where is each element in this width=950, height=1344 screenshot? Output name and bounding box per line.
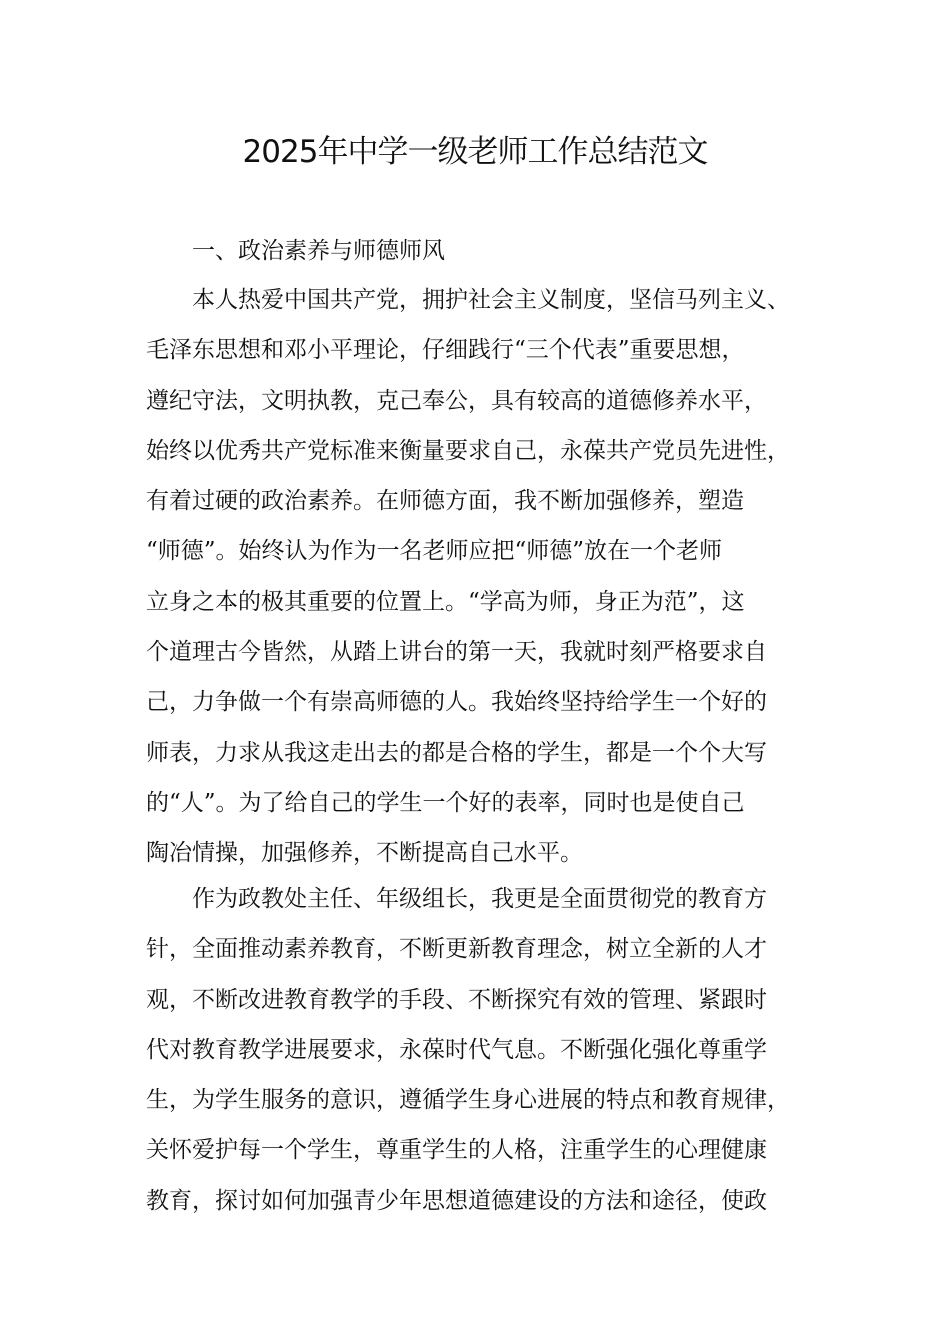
paragraph-line: 作为政教处主任、年级组长，我更是全面贯彻党的教育方	[192, 886, 767, 912]
paragraph-line: 立身之本的极其重要的位置上。“学高为师，身正为范”，这	[146, 588, 745, 615]
paragraph-2	[146, 874, 826, 1226]
paragraph-line: “师德”。始终认为作为一名老师应把“师德”放在一个老师	[146, 538, 723, 565]
paragraph-line: 有着过硬的政治素养。在师德方面，我不断加强修养，塑造	[146, 488, 744, 515]
paragraph-line: 本人热爱中国共产党，拥护社会主义制度，坚信马列主义、	[192, 287, 790, 313]
paragraph-line: 代对教育教学进展要求，永葆时代气息。不断强化强化尊重学	[146, 1036, 767, 1063]
section-heading: 一、政治素养与师德师风	[192, 238, 445, 264]
paragraph-line: 己，力争做一个有崇高师德的人。我始终坚持给学生一个好的	[146, 689, 767, 716]
paragraph-line: 毛泽东思想和邓小平理论，仔细践行“三个代表”重要思想，	[146, 337, 745, 364]
document-title: 2025年中学一级老师工作总结范文	[242, 134, 708, 170]
paragraph-line: 生，为学生服务的意识，遵循学生身心进展的特点和教育规律，	[146, 1087, 790, 1114]
paragraph-line: 个道理古今皆然，从踏上讲台的第一天，我就时刻严格要求自	[146, 639, 767, 666]
paragraph-line: 教育，探讨如何加强青少年思想道德建设的方法和途径，使政	[146, 1187, 767, 1214]
paragraph-line: 遵纪守法，文明执教，克己奉公，具有较高的道德修养水平，	[146, 387, 767, 414]
paragraph-line: 针，全面推动素养教育，不断更新教育理念，树立全新的人才	[146, 936, 767, 963]
paragraph-line: 关怀爱护每一个学生，尊重学生的人格，注重学生的心理健康	[146, 1137, 767, 1164]
paragraph-line: 观，不断改进教育教学的手段、不断探究有效的管理、紧跟时	[146, 986, 767, 1013]
paragraph-1	[146, 275, 826, 879]
paragraph-line: 师表，力求从我这走出去的都是合格的学生，都是一个个大写	[146, 739, 767, 766]
paragraph-line: 的“人”。为了给自己的学生一个好的表率，同时也是使自己	[146, 789, 745, 816]
paragraph-line: 陶冶情操，加强修养，不断提高自己水平。	[146, 840, 583, 867]
paragraph-line: 始终以优秀共产党标准来衡量要求自己，永葆共产党员先进性，	[146, 437, 790, 464]
